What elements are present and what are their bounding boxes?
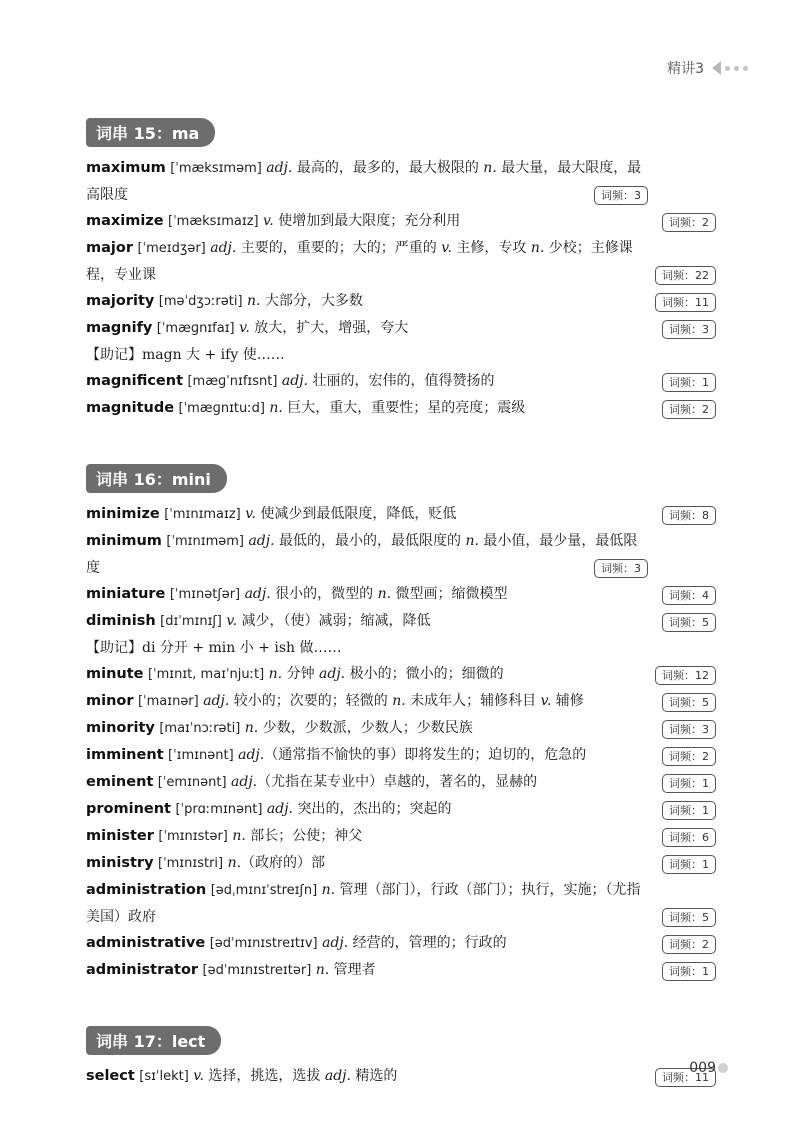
frequency-badge: 词频：3: [594, 559, 648, 578]
headword: miniature: [86, 586, 166, 602]
phonetic: [ˈmæɡnɪtuːd]: [178, 401, 265, 416]
vocab-entry: [86, 957, 716, 984]
dot-icon: [725, 66, 730, 71]
definition: adj.（尤指在某专业中）卓越的，著名的，显赫的: [231, 774, 538, 790]
frequency-badge: 词频：5: [662, 908, 716, 927]
phonetic: [sɪˈlekt]: [139, 1069, 189, 1084]
phonetic: [ədˈmɪnɪstreɪtər]: [202, 963, 312, 978]
headword: maximum: [86, 160, 166, 176]
vocab-entry: [86, 608, 716, 635]
phonetic: [ˈprɑːmɪnənt]: [175, 802, 263, 817]
headword: administration: [86, 882, 207, 898]
dot-icon: [743, 66, 748, 71]
headword: magnitude: [86, 400, 175, 416]
phonetic: [mæɡˈnɪfɪsnt]: [187, 374, 278, 389]
definition: n. 管理者: [315, 962, 376, 978]
section-tag: 词串 15：ma: [86, 118, 215, 147]
phonetic: [ˈmɪnɪmaɪz]: [164, 507, 241, 522]
frequency-badge: 词频：5: [662, 693, 716, 712]
vocab-entry: [86, 208, 716, 235]
headword: administrator: [86, 962, 199, 978]
headword: diminish: [86, 613, 156, 629]
triangle-icon: [712, 61, 721, 75]
frequency-badge: 词频：3: [594, 186, 648, 205]
definition: adj. 最高的，最多的，最大极限的 n. 最大量，最大限度，最高限度: [86, 160, 642, 203]
frequency-badge: 词频：11: [655, 293, 716, 312]
definition: n. 分钟 adj. 极小的；微小的；细微的: [268, 666, 504, 682]
frequency-badge: 词频：4: [662, 586, 716, 605]
definition: adj. 突出的，杰出的；突起的: [266, 801, 452, 817]
vocab-entry: [86, 688, 716, 715]
definition: adj. 较小的；次要的；轻微的 n. 未成年人；辅修科目 v. 辅修: [203, 693, 584, 709]
frequency-badge: 词频：3: [662, 720, 716, 739]
frequency-badge: 词频：3: [662, 320, 716, 339]
phonetic: [ˈmæksɪmaɪz]: [168, 214, 259, 229]
vocab-entry: [86, 769, 716, 796]
frequency-badge: 词频：1: [662, 774, 716, 793]
vocab-entry: [86, 155, 716, 208]
vocab-entry: [86, 742, 716, 769]
definition: n. 管理（部门），行政（部门）；执行，实施；（尤指美国）政府: [86, 882, 641, 925]
headword: ministry: [86, 855, 154, 871]
page-header: [667, 58, 748, 78]
vocab-entry: [86, 823, 716, 850]
phonetic: [ədˈmɪnɪstreɪtɪv]: [209, 936, 318, 951]
vocab-entry: [86, 850, 716, 877]
phonetic: [ˈɪmɪnənt]: [168, 748, 234, 763]
dot-icon: [718, 1063, 728, 1073]
vocab-entry: [86, 235, 716, 288]
phonetic: [dɪˈmɪnɪʃ]: [160, 614, 222, 629]
definition: v. 选择，挑选，选拔 adj. 精选的: [193, 1068, 398, 1084]
headword: minority: [86, 720, 155, 736]
frequency-badge: 词频：1: [662, 962, 716, 981]
phonetic: [ˈmɪnətʃər]: [169, 587, 241, 602]
frequency-badge: 词频：8: [662, 506, 716, 525]
frequency-badge: 词频：2: [662, 935, 716, 954]
headword: minimize: [86, 506, 160, 522]
headword: magnificent: [86, 373, 183, 389]
phonetic: [ˈmeɪdʒər]: [137, 241, 206, 256]
headword: prominent: [86, 801, 171, 817]
definition: adj. 经营的，管理的；行政的: [322, 935, 507, 951]
page-number: 009: [689, 1060, 728, 1076]
definition: v. 使增加到最大限度；充分利用: [263, 213, 461, 229]
phonetic: [ˈemɪnənt]: [157, 775, 227, 790]
vocab-entry: [86, 930, 716, 957]
headword: eminent: [86, 774, 154, 790]
definition: n. 部长；公使；神父: [232, 828, 363, 844]
headword: select: [86, 1068, 135, 1084]
vocab-entry: [86, 877, 716, 930]
headword: maximize: [86, 213, 164, 229]
dot-icon: [734, 66, 739, 71]
definition: adj. 壮丽的，宏伟的，值得赞扬的: [281, 373, 495, 389]
vocab-entry: [86, 368, 716, 395]
headword: major: [86, 240, 133, 256]
vocab-entry: [86, 715, 716, 742]
vocab-entry: [86, 501, 716, 528]
headword: minimum: [86, 533, 162, 549]
chapter-title: 精讲3: [667, 61, 704, 77]
phonetic: [ˈmæksɪməm]: [170, 161, 262, 176]
phonetic: [məˈdʒɔːrəti]: [158, 294, 243, 309]
headword: magnify: [86, 320, 153, 336]
definition: adj. 最低的，最小的，最低限度的 n. 最小值，最少量，最低限度: [86, 533, 638, 576]
phonetic: [maɪˈnɔːrəti]: [159, 721, 241, 736]
mnemonic-note: 【助记】di 分开 + min 小 + ish 做……: [86, 640, 342, 656]
phonetic: [ədˌmɪnɪˈstreɪʃn]: [210, 883, 318, 898]
phonetic: [ˈmæɡnɪfaɪ]: [156, 321, 235, 336]
definition: n.（政府的）部: [227, 855, 326, 871]
phonetic: [ˈmɪnɪt, maɪˈnjuːt]: [147, 667, 265, 682]
vocab-entry: [86, 1063, 716, 1090]
frequency-badge: 词频：1: [662, 855, 716, 874]
frequency-badge: 词频：2: [662, 747, 716, 766]
vocab-entry: [86, 288, 716, 315]
frequency-badge: 词频：12: [655, 666, 716, 685]
frequency-badge: 词频：11: [655, 1068, 716, 1087]
vocab-entry: [86, 796, 716, 823]
definition: v. 放大，扩大，增强，夸大: [239, 320, 409, 336]
phonetic: [ˈmɪnɪstər]: [158, 829, 228, 844]
headword: minor: [86, 693, 134, 709]
headword: administrative: [86, 935, 206, 951]
frequency-badge: 词频：1: [662, 801, 716, 820]
vocab-entry: [86, 581, 716, 608]
definition: n. 大部分，大多数: [246, 293, 363, 309]
section-tag: 词串 17：lect: [86, 1026, 221, 1055]
headword: imminent: [86, 747, 164, 763]
vocab-entry: [86, 661, 716, 688]
frequency-badge: 词频：2: [662, 400, 716, 419]
phonetic: [ˈmɪnɪməm]: [166, 534, 244, 549]
vocab-entry: [86, 528, 716, 581]
headword: minute: [86, 666, 144, 682]
definition: n. 巨大，重大，重要性；星的亮度；震级: [269, 400, 526, 416]
vocab-content: [86, 118, 716, 1090]
headword: majority: [86, 293, 155, 309]
headword: minister: [86, 828, 154, 844]
frequency-badge: 词频：22: [655, 266, 716, 285]
definition: adj. 很小的，微型的 n. 微型画；缩微模型: [244, 586, 508, 602]
section-tag: 词串 16：mini: [86, 464, 227, 493]
frequency-badge: 词频：6: [662, 828, 716, 847]
definition: v. 减少，（使）减弱；缩减，降低: [226, 613, 431, 629]
frequency-badge: 词频：2: [662, 213, 716, 232]
phonetic: [ˈmɪnɪstri]: [158, 856, 224, 871]
definition: v. 使减少到最低限度，降低，贬低: [245, 506, 457, 522]
vocab-entry: [86, 315, 716, 342]
definition: n. 少数，少数派，少数人；少数民族: [244, 720, 473, 736]
mnemonic-note: 【助记】magn 大 + ify 使……: [86, 347, 285, 363]
frequency-badge: 词频：1: [662, 373, 716, 392]
vocab-entry: [86, 395, 716, 422]
frequency-badge: 词频：5: [662, 613, 716, 632]
definition: adj.（通常指不愉快的事）即将发生的；迫切的，危急的: [238, 747, 587, 763]
phonetic: [ˈmaɪnər]: [137, 694, 199, 709]
definition: adj. 主要的，重要的；大的；严重的 v. 主修，专攻 n. 少校；主修课程，专业课: [86, 240, 633, 283]
